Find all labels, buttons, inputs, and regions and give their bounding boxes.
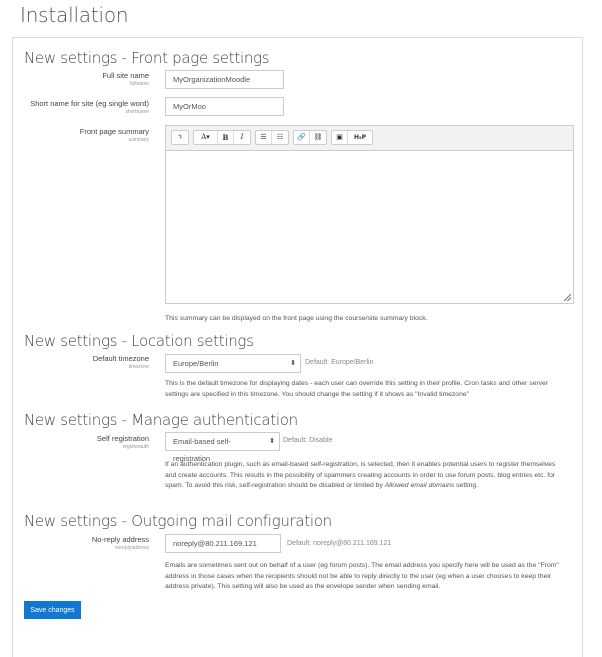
- shortname-input[interactable]: MyOrMoo: [165, 97, 284, 116]
- section-heading-location: New settings - Location settings: [24, 332, 254, 350]
- fullname-label: Full site name fullname: [102, 71, 149, 87]
- fullname-input[interactable]: MyOrganizationMoodle: [165, 70, 284, 89]
- summary-editor: [165, 125, 574, 304]
- resize-handle-icon[interactable]: [564, 294, 571, 301]
- noreply-default: Default: noreply@80.211.169.121: [287, 540, 392, 547]
- registerauth-select[interactable]: Email-based self-registration ⬍: [165, 432, 280, 451]
- registerauth-description: If an authentication plugin, such as email-based self-registration, is selected, then it enables potential users to register themselves and create accounts. This results in the possibility of spammers creating accounts in order to use forum posts, blog entries etc. for spam. To avoid this risk, self-registration should be disabled or limited by Allowed email domains setting.: [165, 461, 556, 489]
- italic-icon[interactable]: I: [240, 133, 244, 141]
- unordered-list-icon[interactable]: ☰: [256, 131, 272, 144]
- registerauth-label: Self registration registerauth: [96, 434, 149, 450]
- link-icon[interactable]: 🔗: [294, 131, 310, 144]
- summary-textarea[interactable]: [166, 150, 573, 303]
- section-heading-front-page: New settings - Front page settings: [24, 49, 270, 67]
- noreply-description: Emails are sometimes sent out on behalf of a user (eg forum posts). The email address you specify here will be used as the "From" address in those cases when the recipients should not be able to reply directly to the user (eg when a user chooses to keep their address private). This setting will also be used as the envelope sender when sending email.: [165, 562, 559, 590]
- ordered-list-icon[interactable]: ☷: [276, 133, 284, 141]
- registerauth-default: Default: Disable: [283, 437, 333, 444]
- collapse-toolbar-icon[interactable]: ↴: [177, 133, 183, 141]
- shortname-label: Short name for site (eg single word) shortname: [30, 99, 149, 115]
- timezone-label: Default timezone timezone: [92, 354, 149, 370]
- timezone-description: This is the default timezone for displaying dates - each user can override this setting in their profile. Cron tasks and other server settings are specified in this timezone. You should change the setting if it shows as "Invalid timezone": [165, 380, 549, 398]
- summary-description: This summary can be displayed on the front page using the course/site summary block.: [165, 315, 428, 322]
- save-changes-button[interactable]: Save changes: [24, 601, 81, 619]
- bold-icon[interactable]: B: [218, 131, 234, 144]
- noreply-label: No-reply address noreplyaddress: [91, 535, 149, 551]
- timezone-select[interactable]: Europe/Berlin ⬍: [165, 354, 301, 373]
- h5p-icon[interactable]: H₅P: [353, 134, 367, 141]
- section-heading-auth: New settings - Manage authentication: [24, 411, 298, 429]
- image-icon[interactable]: ▣: [332, 131, 348, 144]
- unlink-icon[interactable]: ⛓: [313, 133, 323, 141]
- paragraph-style-icon[interactable]: A▾: [194, 131, 218, 144]
- editor-toolbar: [171, 130, 373, 145]
- select-arrows-icon: ⬍: [290, 360, 296, 367]
- timezone-default: Default: Europe/Berlin: [305, 359, 374, 366]
- noreply-input[interactable]: noreply@80.211.169.121: [165, 534, 281, 553]
- summary-label: Front page summary summary: [79, 127, 149, 143]
- page-title: Installation: [20, 3, 129, 27]
- section-heading-mail: New settings - Outgoing mail configuration: [24, 512, 332, 530]
- select-arrows-icon: ⬍: [269, 438, 275, 445]
